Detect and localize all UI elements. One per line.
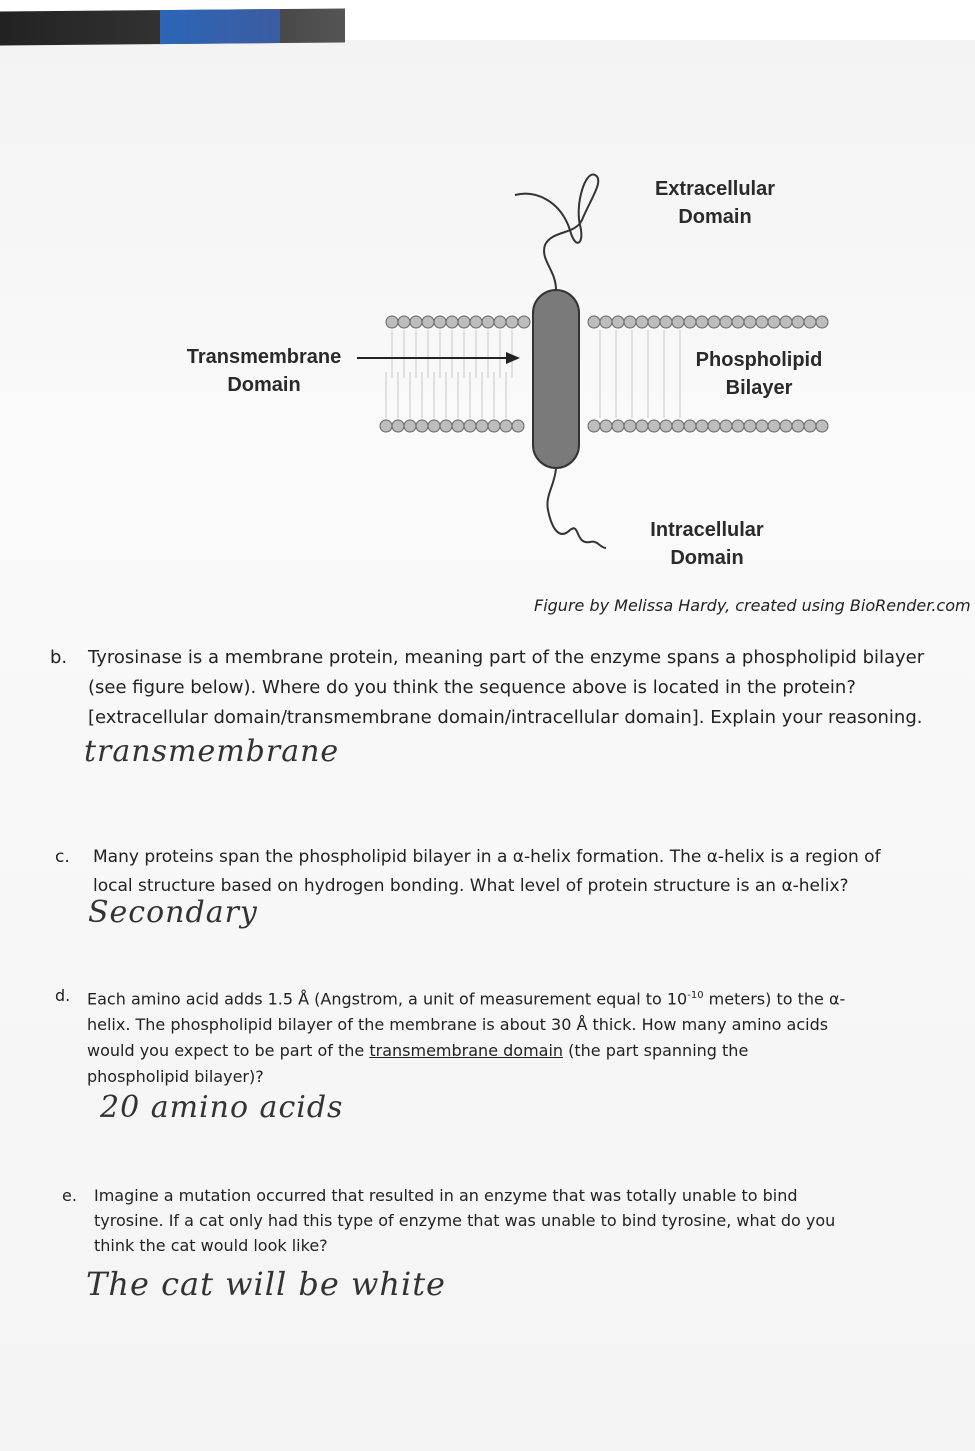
question-c-line1: Many proteins span the phospholipid bilayer in a α-helix formation. The α-helix is a region of	[93, 847, 881, 867]
transmembrane-label-line2: Domain	[227, 374, 301, 396]
extracellular-chain	[515, 175, 598, 290]
question-c-text	[93, 843, 953, 901]
membrane-protein-figure	[0, 150, 975, 620]
question-d-line1-b: meters) to the α-	[703, 989, 846, 1009]
bilayer-bottom-heads	[380, 420, 828, 432]
transmembrane-helix	[533, 290, 579, 468]
transmembrane-label-line1: Transmembrane	[186, 346, 342, 368]
question-d-line3-b: (the part spanning the	[563, 1041, 749, 1061]
intracellular-chain	[547, 468, 606, 548]
background-object-blue	[160, 9, 280, 44]
question-c-line2: local structure based on hydrogen bonding. What level of protein structure is an α-helix?	[93, 876, 849, 896]
question-b-text	[88, 643, 968, 733]
question-d-line3-underlined: transmembrane domain	[369, 1041, 564, 1061]
arrow-head	[506, 352, 520, 364]
figure-caption: Figure by Melissa Hardy, created using BioRender.com	[534, 596, 971, 615]
bilayer-top-heads	[386, 316, 828, 328]
question-d-line4: phospholipid bilayer)?	[87, 1067, 264, 1087]
question-e-line3: think the cat would look like?	[94, 1236, 328, 1255]
question-d-line1-a: Each amino acid adds 1.5 Å (Angstrom, a unit of measurement equal to 10	[87, 989, 688, 1009]
question-e-marker: e.	[62, 1186, 77, 1205]
question-b-line1: Tyrosinase is a membrane protein, meaning part of the enzyme spans a phospholipid bilayer	[88, 647, 925, 668]
extracellular-label-line1: Extracellular	[654, 178, 776, 200]
extracellular-label	[645, 175, 785, 231]
question-d-line3-a: would you expect to be part of the	[87, 1041, 370, 1061]
answer-e-handwritten: The cat will be white	[86, 1265, 446, 1303]
intracellular-label	[638, 516, 776, 572]
question-b-line3: [extracellular domain/transmembrane domain/intracellular domain]. Explain your reasoning.	[88, 707, 923, 728]
question-e-line2: tyrosine. If a cat only had this type of enzyme that was unable to bind tyrosine, what do you	[94, 1211, 836, 1230]
question-c-marker: c.	[55, 847, 70, 867]
question-d-line3	[87, 1038, 947, 1064]
question-b-line2: (see figure below). Where do you think the sequence above is located in the protein?	[88, 677, 856, 698]
transmembrane-label	[175, 343, 353, 399]
question-e-line1: Imagine a mutation occurred that resulted in an enzyme that was totally unable to bind	[94, 1186, 798, 1205]
question-d-marker: d.	[55, 986, 71, 1005]
intracellular-label-line2: Domain	[670, 547, 744, 569]
question-d-text	[87, 983, 947, 1090]
answer-c-handwritten: Secondary	[88, 895, 258, 930]
question-d-line2: helix. The phospholipid bilayer of the membrane is about 30 Å thick. How many amino acids	[87, 1015, 829, 1035]
phospholipid-label-line2: Bilayer	[725, 377, 793, 399]
question-b-marker: b.	[50, 647, 68, 668]
answer-b-handwritten: transmembrane	[84, 734, 340, 769]
answer-d-handwritten: 20 amino acids	[100, 1090, 344, 1125]
background-object-strip	[0, 8, 345, 45]
question-d-line1-exponent: -10	[687, 990, 704, 1001]
phospholipid-label	[685, 346, 833, 402]
question-e-text	[94, 1183, 914, 1258]
phospholipid-label-line1: Phospholipid	[695, 349, 823, 371]
extracellular-label-line2: Domain	[678, 206, 752, 228]
question-d-line1	[87, 983, 947, 1012]
intracellular-label-line1: Intracellular	[650, 519, 764, 541]
